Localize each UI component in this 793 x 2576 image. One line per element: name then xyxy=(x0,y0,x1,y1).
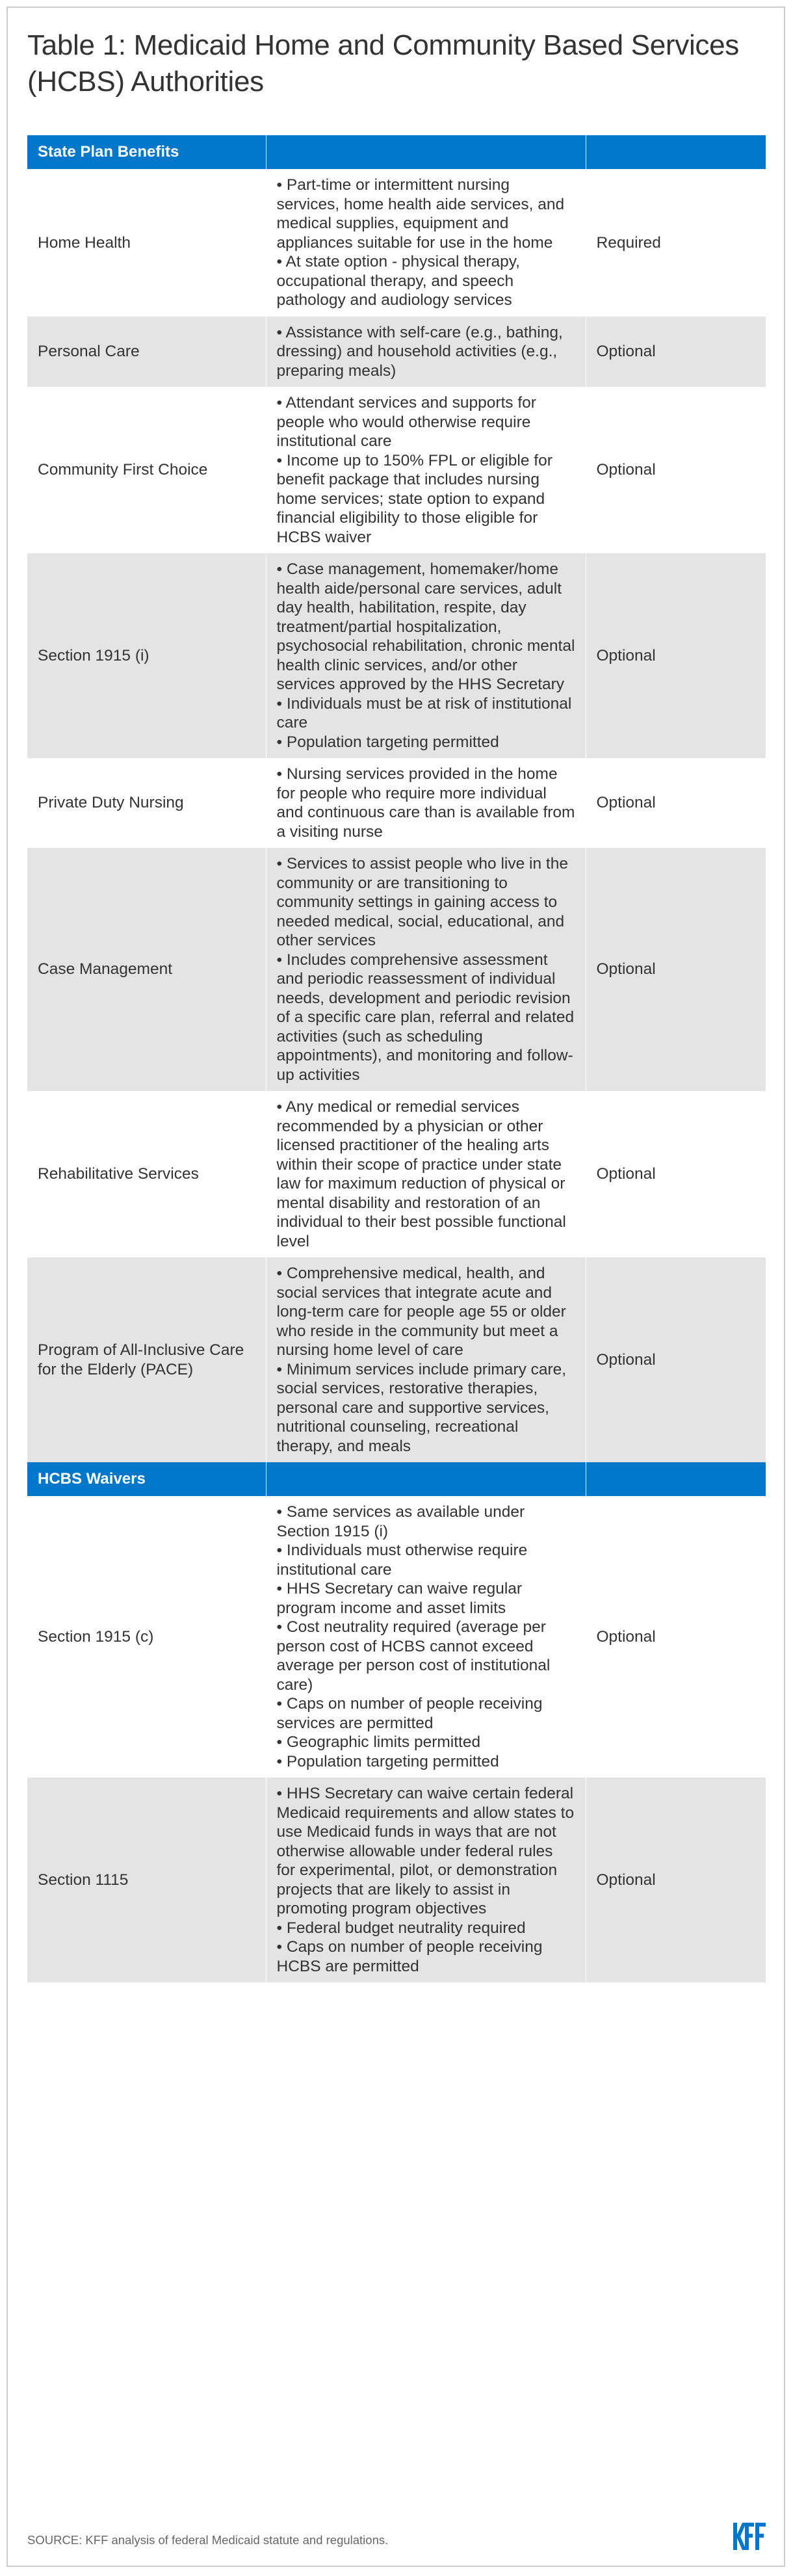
description-bullet: • Any medical or remedial services recommended by a physician or other licensed practitioner of the healing arts within their scope of practice under state law for maximum reduction of physical or mental disability and restoration of an individual to their best possible functional level xyxy=(276,1098,566,1250)
table-row xyxy=(27,758,766,848)
authority-name: Community First Choice xyxy=(27,387,266,553)
requirement-status: Optional xyxy=(586,387,766,553)
description-bullet: • Income up to 150% FPL or eligible for benefit package that includes nursing home services; state option to expand financial eligibility to those eligible for HCBS waiver xyxy=(276,451,552,546)
table-title: Table 1: Medicaid Home and Community Based Services (HCBS) Authorities xyxy=(27,29,739,98)
table-row xyxy=(27,317,766,388)
authority-description xyxy=(266,317,586,388)
requirement-status: Required xyxy=(586,169,766,317)
description-bullet: • Federal budget neutrality required xyxy=(276,1919,526,1937)
table-row xyxy=(27,848,766,1091)
authority-name: Rehabilitative Services xyxy=(27,1091,266,1257)
authority-description xyxy=(266,1091,586,1257)
description-bullet: • Case management, homemaker/home health aide/personal care services, adult day health, habilitation, respite, day treatment/partial hospitalization, psychosocial rehabilitation, chronic mental health clinic services, and/or other services approved by the HHS Secretary xyxy=(276,560,575,693)
requirement-status: Optional xyxy=(586,317,766,388)
description-bullet: • At state option - physical therapy, occupational therapy, and speech pathology and audiology services xyxy=(276,253,520,309)
description-bullet: • Individuals must be at risk of institutional care xyxy=(276,694,572,731)
requirement-status: Optional xyxy=(586,1778,766,1982)
description-bullet: • Individuals must otherwise require institutional care xyxy=(276,1542,528,1579)
authority-description xyxy=(266,387,586,553)
authority-description xyxy=(266,553,586,758)
requirement-status: Optional xyxy=(586,1091,766,1257)
section-header-blank xyxy=(586,135,766,169)
description-bullet: • Caps on number of people receiving HCBS are permitted xyxy=(276,1938,543,1975)
table-row xyxy=(27,553,766,758)
section-heading: HCBS Waivers xyxy=(27,1462,266,1496)
requirement-status: Optional xyxy=(586,553,766,758)
description-bullet: • Services to assist people who live in the community or are transitioning to community settings in gaining access to needed medical, social, educational, and other services xyxy=(276,855,568,949)
kff-logo-icon xyxy=(733,2523,766,2550)
description-bullet: • Population targeting permitted xyxy=(276,733,499,751)
requirement-status: Optional xyxy=(586,758,766,848)
table-row xyxy=(27,1091,766,1257)
authority-description xyxy=(266,1496,586,1778)
authority-description xyxy=(266,1257,586,1462)
section-header-blank xyxy=(586,1462,766,1496)
authority-description xyxy=(266,758,586,848)
description-bullet: • Population targeting permitted xyxy=(276,1752,499,1770)
authority-name: Personal Care xyxy=(27,317,266,388)
description-bullet: • Caps on number of people receiving services are permitted xyxy=(276,1695,543,1732)
table-row xyxy=(27,387,766,553)
authority-name: Program of All-Inclusive Care for the Elderly (PACE) xyxy=(27,1257,266,1462)
section-header-row xyxy=(27,135,766,169)
source-note: SOURCE: KFF analysis of federal Medicaid statute and regulations. xyxy=(27,2533,389,2547)
authority-name: Section 1915 (c) xyxy=(27,1496,266,1778)
description-bullet: • Same services as available under Section 1915 (i) xyxy=(276,1503,525,1540)
requirement-status: Optional xyxy=(586,1257,766,1462)
table-row xyxy=(27,1496,766,1778)
description-bullet: • Part-time or intermittent nursing services, home health aide services, and medical supplies, equipment and appliances suitable for use in the home xyxy=(276,176,565,252)
authority-description xyxy=(266,848,586,1091)
description-bullet: • Geographic limits permitted xyxy=(276,1733,481,1751)
description-bullet: • Includes comprehensive assessment and periodic reassessment of individual needs, development and periodic revision of a specific care plan, referral and related activities (such as scheduling appointments), and monitoring and follow-up activities xyxy=(276,951,575,1084)
description-bullet: • HHS Secretary can waive regular program income and asset limits xyxy=(276,1580,523,1617)
section-heading: State Plan Benefits xyxy=(27,135,266,169)
description-bullet: • Minimum services include primary care, social services, restorative therapies, personal care and supportive services, nutritional counseling, recreational therapy, and meals xyxy=(276,1360,567,1455)
description-bullet: • Attendant services and supports for people who would otherwise require institutional care xyxy=(276,394,536,450)
table-row xyxy=(27,1257,766,1462)
table-body xyxy=(27,135,766,1982)
hcbs-authorities-table xyxy=(27,135,766,1982)
description-bullet: • Assistance with self-care (e.g., bathing, dressing) and household activities (e.g., preparing meals) xyxy=(276,323,563,380)
authority-name: Section 1915 (i) xyxy=(27,553,266,758)
authority-name: Home Health xyxy=(27,169,266,317)
authority-description xyxy=(266,169,586,317)
authority-name: Private Duty Nursing xyxy=(27,758,266,848)
section-header-blank xyxy=(266,135,586,169)
section-header-row xyxy=(27,1462,766,1496)
section-header-blank xyxy=(266,1462,586,1496)
authority-name: Case Management xyxy=(27,848,266,1091)
description-bullet: • Cost neutrality required (average per person cost of HCBS cannot exceed average per person cost of institutional care) xyxy=(276,1618,551,1694)
description-bullet: • HHS Secretary can waive certain federal Medicaid requirements and allow states to use Medicaid funds in ways that are not otherwise allowable under federal rules for experimental, pilot, or demonstration projects that are likely to assist in promoting program objectives xyxy=(276,1785,575,1917)
table-row xyxy=(27,1778,766,1982)
authority-description xyxy=(266,1778,586,1982)
description-bullet: • Comprehensive medical, health, and social services that integrate acute and long-term care for people age 55 or older who reside in the community but meet a nursing home level of care xyxy=(276,1265,566,1359)
requirement-status: Optional xyxy=(586,1496,766,1778)
description-bullet: • Nursing services provided in the home for people who require more individual and continuous care than is available from a visiting nurse xyxy=(276,765,575,841)
requirement-status: Optional xyxy=(586,848,766,1091)
authority-name: Section 1115 xyxy=(27,1778,266,1982)
table-row xyxy=(27,169,766,317)
